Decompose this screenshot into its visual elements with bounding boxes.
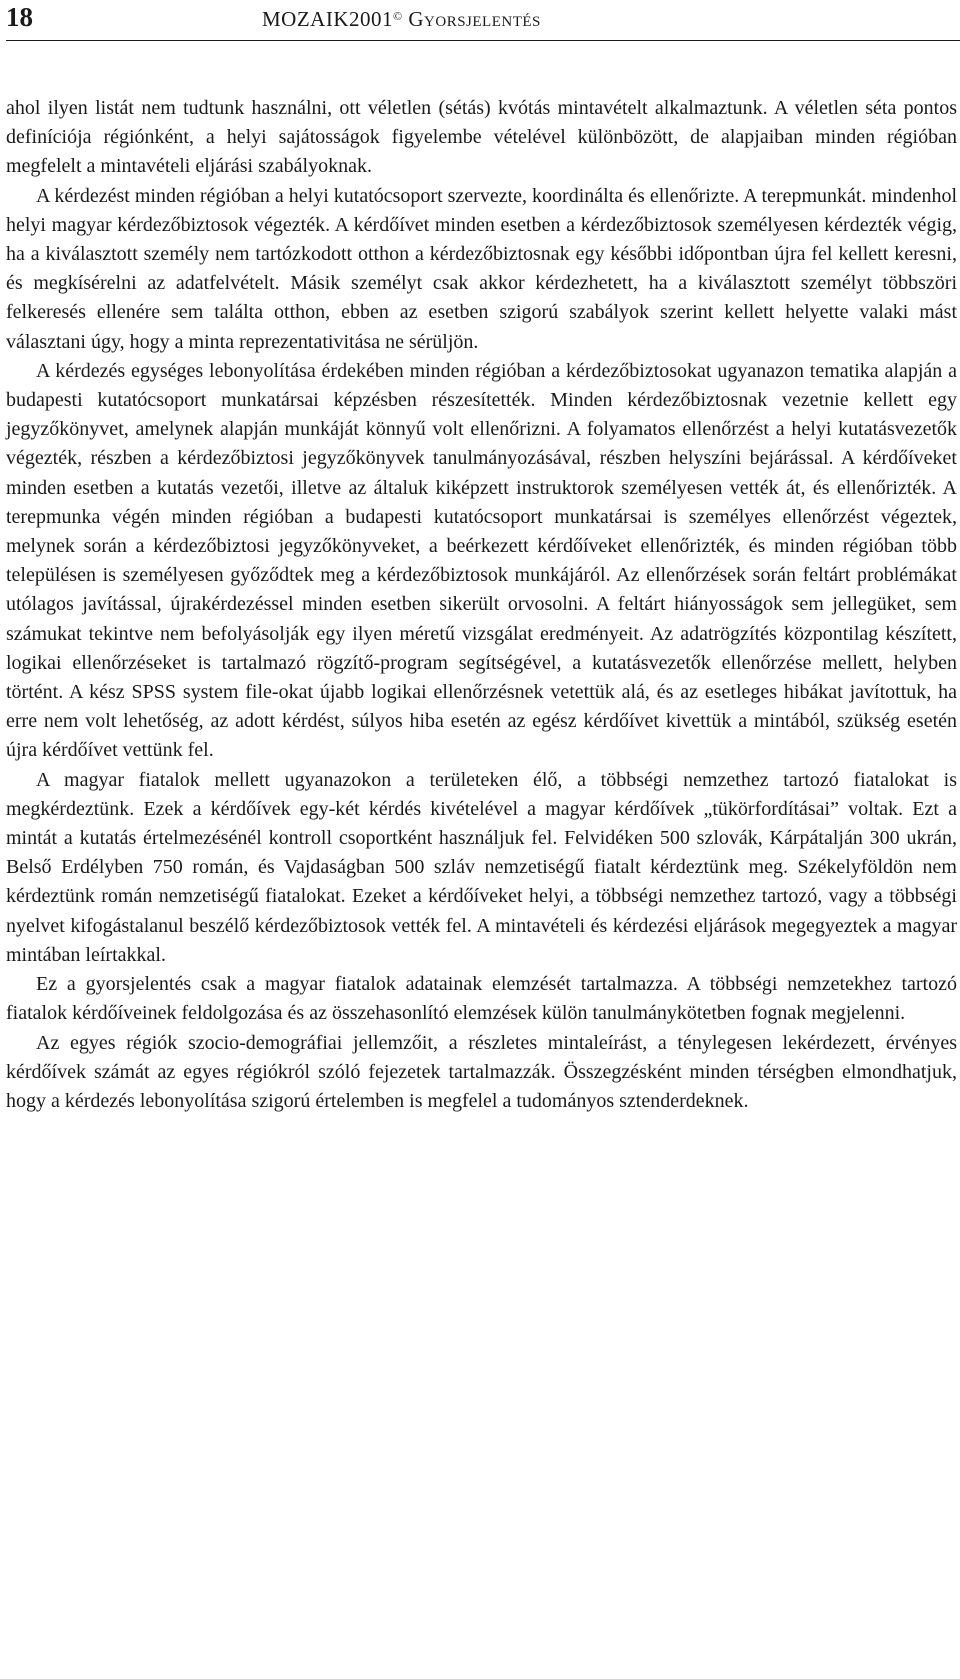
running-header xyxy=(6,0,960,41)
paragraph: A kérdezés egységes lebonyolítása érdekében minden régióban a kérdezőbiztosokat ugyanazon tematika alapján a budapesti kutatócsoport munkatársai képzésben részesítették. Minden kérdezőbiztosnak vezetnie kellett egy jegyzőkönyvet, amelynek alapján munkáját könnyű volt ellenőrizni. A folyamatos ellenőrzést a helyi kutatásvezetők végezték, részben a kérdezőbiztosi jegyzőkönyvek tanulmányozásával, részben helyszíni bejárással. A kérdőíveket minden esetben a kutatás vezetői, illetve az általuk kiképzett instruktorok személyesen vették át, és ellenőrizték. A terepmunka végén minden régióban a budapesti kutatócsoport munkatársai is személyes ellenőrzést végeztek, melynek során a kérdezőbiztosi jegyzőkönyveket, a beérkezett kérdőíveket ellenőrizték, és minden régióban több településen is személyesen győződtek meg a kérdezőbiztosok munkájáról. Az ellenőrzések során feltárt problémákat utólagos javítással, újrakérdezéssel minden esetben sikerült orvosolni. A feltárt hiányosságok sem jellegüket, sem számukat tekintve nem befolyásolják egy ilyen méretű vizsgálat eredményeit. Az adatrögzítés központilag készített, logikai ellenőrzéseket is tartalmazó rögzítő-program segítségével, a kutatásvezetők ellenőrzése mellett, helyben történt. A kész SPSS system file-okat újabb logikai ellenőrzésnek vetettük alá, és az esetleges hibákat javítottuk, ha erre nem volt lehetőség, az adott kérdést, súlyos hiba esetén az egész kérdőívet kivettük a mintából, szükség esetén újra kérdőívet vettünk fel. xyxy=(6,359,957,762)
paragraph: Az egyes régiók szocio-demográfiai jellemzőit, a részletes mintaleírást, a ténylegesen lekérdezett, érvényes kérdőívek számát az egyes régiókról szóló fejezetek tartalmazzák. Összegzésként minden térségben elmondhatjuk, hogy a kérdezés lebonyolítása szigorú értelemben is megfelel a tudományos sztenderdeknek. xyxy=(6,1031,957,1112)
paragraph: Ez a gyorsjelentés csak a magyar fiatalok adatainak elemzését tartalmazza. A többségi nemzetekhez tartozó fiatalok kérdőíveinek feldolgozása és az összehasonlító elemzések külön tanulmánykötetben fognak megjelenni. xyxy=(6,973,957,1025)
journal-title xyxy=(262,6,541,32)
journal-name: MOZAIK2001 xyxy=(262,7,393,31)
paragraph: A magyar fiatalok mellett ugyanazokon a területeken élő, a többségi nemzethez tartozó fiatalokat is megkérdeztünk. Ezek a kérdőívek egy-két kérdés kivételével a magyar kérdőívek „tükörfordításai” voltak. Ezt a mintát a kutatás értelmezésénél kontroll csoportként használjuk fel. Felvidéken 500 szlovák, Kárpátalján 300 ukrán, Belső Erdélyben 750 román, és Vajdaságban 500 szláv nemzetiségű fiatalt kérdeztünk meg. Székelyföldön nem kérdeztünk román nemzetiségű fiatalokat. Ezeket a kérdőíveket helyi, a többségi nemzethez tartozó, vagy a többségi nyelvet kifogástalanul beszélő kérdezőbiztosok vették fel. A mintavételi és kérdezési eljárások megegyeztek a magyar mintában leírtakkal. xyxy=(6,768,957,966)
page-number: 18 xyxy=(6,2,33,32)
section-name: Gyorsjelentés xyxy=(408,7,541,31)
paragraph: ahol ilyen listát nem tudtunk használni, ott véletlen (sétás) kvótás mintavételt alkalmaztunk. A véletlen séta pontos definíciója régiónként, a helyi sajátosságok figyelembe vételével különbözött, de alapjaiban minden régióban megfelelt a mintavételi eljárási szabályoknak. xyxy=(6,97,957,178)
body-text xyxy=(6,94,957,1116)
paragraph: A kérdezést minden régióban a helyi kutatócsoport szervezte, koordinálta és ellenőrizte. A terepmunkát. mindenhol helyi magyar kérdezőbiztosok végezték. A kérdőívet minden esetben a kérdezőbiztosok személyesen kérdezték végig, ha a kiválasztott személy nem tartózkodott otthon a kérdezőbiztosnak egy későbbi időpontban újra fel kellett keresni, és megkísérelni az adatfelvételt. Másik személyt csak akkor kérdezhetett, ha a kiválasztott személyt többszöri felkeresés ellenére sem találta otthon, ebben az esetben szigorú szabályok szerint kellett helyette valaki mást választani úgy, hogy a minta reprezentativitása ne sérüljön. xyxy=(6,184,957,353)
copyright-mark: © xyxy=(393,9,403,23)
